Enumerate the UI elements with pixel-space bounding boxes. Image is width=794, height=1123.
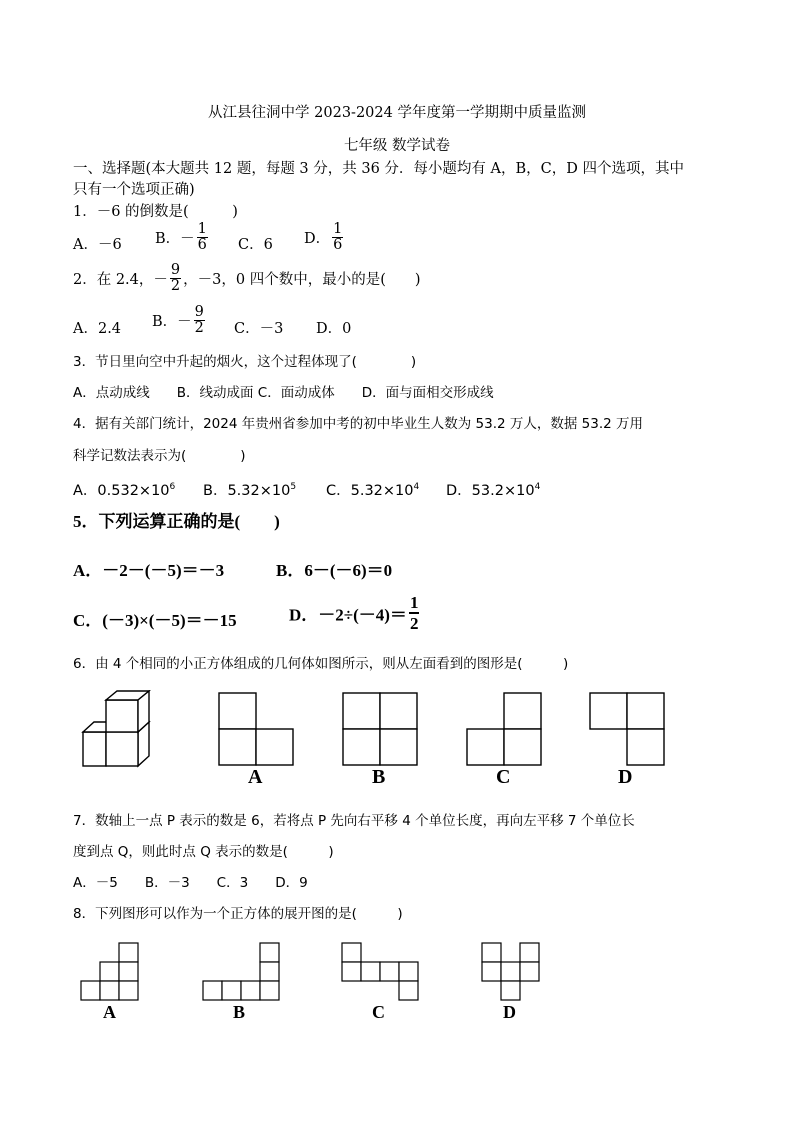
- q2-stem-post: ，－3，0 四个数中，最小的是( ): [183, 272, 421, 288]
- q1-stem: 1．－6 的倒数是( ): [73, 204, 238, 220]
- q2-option-c: C．－3: [234, 321, 284, 337]
- q4-option-a-exponent: 6: [169, 482, 176, 492]
- q2-option-d: D．0: [316, 321, 352, 337]
- q6-figure-a: [218, 692, 296, 768]
- q8-net-a: [80, 942, 142, 1002]
- q1-option-d: [304, 222, 345, 253]
- q8-net-c: [341, 942, 421, 1002]
- q1-option-c: C．6: [238, 237, 273, 253]
- q2-stem-numerator: 9: [170, 262, 181, 278]
- solid-left-cube-front: [83, 732, 106, 766]
- q2-option-b-numerator: 9: [194, 304, 204, 320]
- q1-option-d-prefix: D．: [304, 231, 331, 247]
- q1-option-b-prefix: B．－: [155, 231, 195, 247]
- q6-figure-b: [342, 692, 420, 768]
- q5-option-b: B．6－(－6)＝0: [276, 561, 393, 580]
- q5-option-d: [289, 593, 421, 633]
- q8-net-d: [481, 942, 543, 1002]
- section-heading-line1: 一、选择题(本大题共 12 题，每题 3 分，共 36 分．每小题均有 A，B，C，D 四个选项，其中: [73, 161, 685, 177]
- q2-stem-pre: 2．在 2.4，－: [73, 272, 168, 288]
- q6-label-d: D: [618, 766, 633, 788]
- q4-stem-line2: 科学记数法表示为( ): [73, 448, 246, 464]
- q5-stem: 5．下列运算正确的是( ): [73, 512, 280, 531]
- q1-option-b: [155, 222, 210, 253]
- q5-option-d-numerator: 1: [409, 593, 419, 612]
- q2-option-a: A．2.4: [73, 321, 122, 337]
- q6-figure-c: [466, 692, 544, 768]
- q2-stem-fraction: [170, 263, 181, 294]
- q5-option-d-prefix: D．－2÷(－4)＝: [289, 605, 407, 625]
- q6-figure-d: [589, 692, 667, 768]
- q6-label-a: A: [248, 766, 263, 788]
- q2-option-b-prefix: B．－: [152, 314, 192, 330]
- q1-option-d-denominator: 6: [333, 237, 343, 253]
- q5-option-d-fraction: [409, 593, 420, 633]
- q7-stem-line2: 度到点 Q，则此时点 Q 表示的数是( ): [73, 844, 334, 860]
- q8-label-b: B: [233, 1002, 246, 1022]
- q4-option-d-base: D．53.2×10: [446, 483, 535, 499]
- q5-option-c: C．(－3)×(－5)＝－15: [73, 611, 237, 630]
- q4-option-d-exponent: 4: [534, 482, 541, 492]
- q8-label-d: D: [503, 1002, 516, 1022]
- q1-option-b-fraction: [197, 222, 208, 253]
- q4-option-c: [326, 479, 419, 500]
- q4-option-a-base: A．0.532×10: [73, 483, 170, 499]
- solid-top-cube-front: [106, 700, 138, 732]
- section-heading-line2: 只有一个选项正确): [73, 182, 195, 198]
- q6-solid-figure: [80, 690, 180, 780]
- q8-net-b: [202, 942, 282, 1002]
- q4-option-b-base: B．5.32×10: [203, 483, 291, 499]
- q6-stem: 6．由 4 个相同的小正方体组成的几何体如图所示，则从左面看到的图形是( ): [73, 656, 569, 672]
- solid-middle-bottom-front: [106, 732, 138, 766]
- q2-stem: [73, 263, 421, 294]
- q4-option-b-exponent: 5: [290, 482, 297, 492]
- exam-subtitle: 七年级 数学试卷: [343, 138, 451, 154]
- q5-option-a: A．－2－(－5)＝－3: [73, 561, 225, 580]
- q6-label-c: C: [496, 766, 511, 788]
- q7-options: A．－5 B．－3 C．3 D．9: [73, 875, 308, 891]
- q3-stem: 3．节日里向空中升起的烟火，这个过程体现了( ): [73, 354, 417, 370]
- q8-label-c: C: [372, 1002, 385, 1022]
- q2-option-b-fraction: [194, 305, 205, 336]
- q4-option-c-base: C．5.32×10: [326, 483, 414, 499]
- q5-option-d-denominator: 2: [409, 614, 419, 633]
- exam-title: 从江县往洞中学 2023-2024 学年度第一学期期中质量监测: [208, 105, 586, 121]
- q4-option-d: [446, 479, 540, 500]
- q3-options: A．点动成线 B．线动成面 C．面动成体 D．面与面相交形成线: [73, 385, 494, 401]
- q7-stem-line1: 7．数轴上一点 P 表示的数是 6，若将点 P 先向右平移 4 个单位长度，再向左平移 7 个单位长: [73, 813, 635, 829]
- q1-option-b-denominator: 6: [197, 237, 207, 253]
- q4-option-b: [203, 479, 296, 500]
- q2-option-b-denominator: 2: [194, 320, 204, 336]
- q2-option-b: [152, 305, 207, 336]
- q1-option-d-numerator: 1: [333, 221, 343, 237]
- q1-option-a: A．－6: [73, 237, 122, 253]
- q4-option-a: [73, 479, 175, 500]
- q8-label-a: A: [103, 1002, 116, 1022]
- q2-stem-denominator: 2: [170, 278, 181, 294]
- q6-label-b: B: [372, 766, 386, 788]
- q8-stem: 8．下列图形可以作为一个正方体的展开图的是( ): [73, 906, 403, 922]
- q1-option-d-fraction: [332, 222, 343, 253]
- q4-option-c-exponent: 4: [413, 482, 420, 492]
- q1-option-b-numerator: 1: [197, 221, 207, 237]
- q4-stem-line1: 4．据有关部门统计，2024 年贵州省参加中考的初中毕业生人数为 53.2 万人，数据 53.2 万用: [73, 416, 644, 432]
